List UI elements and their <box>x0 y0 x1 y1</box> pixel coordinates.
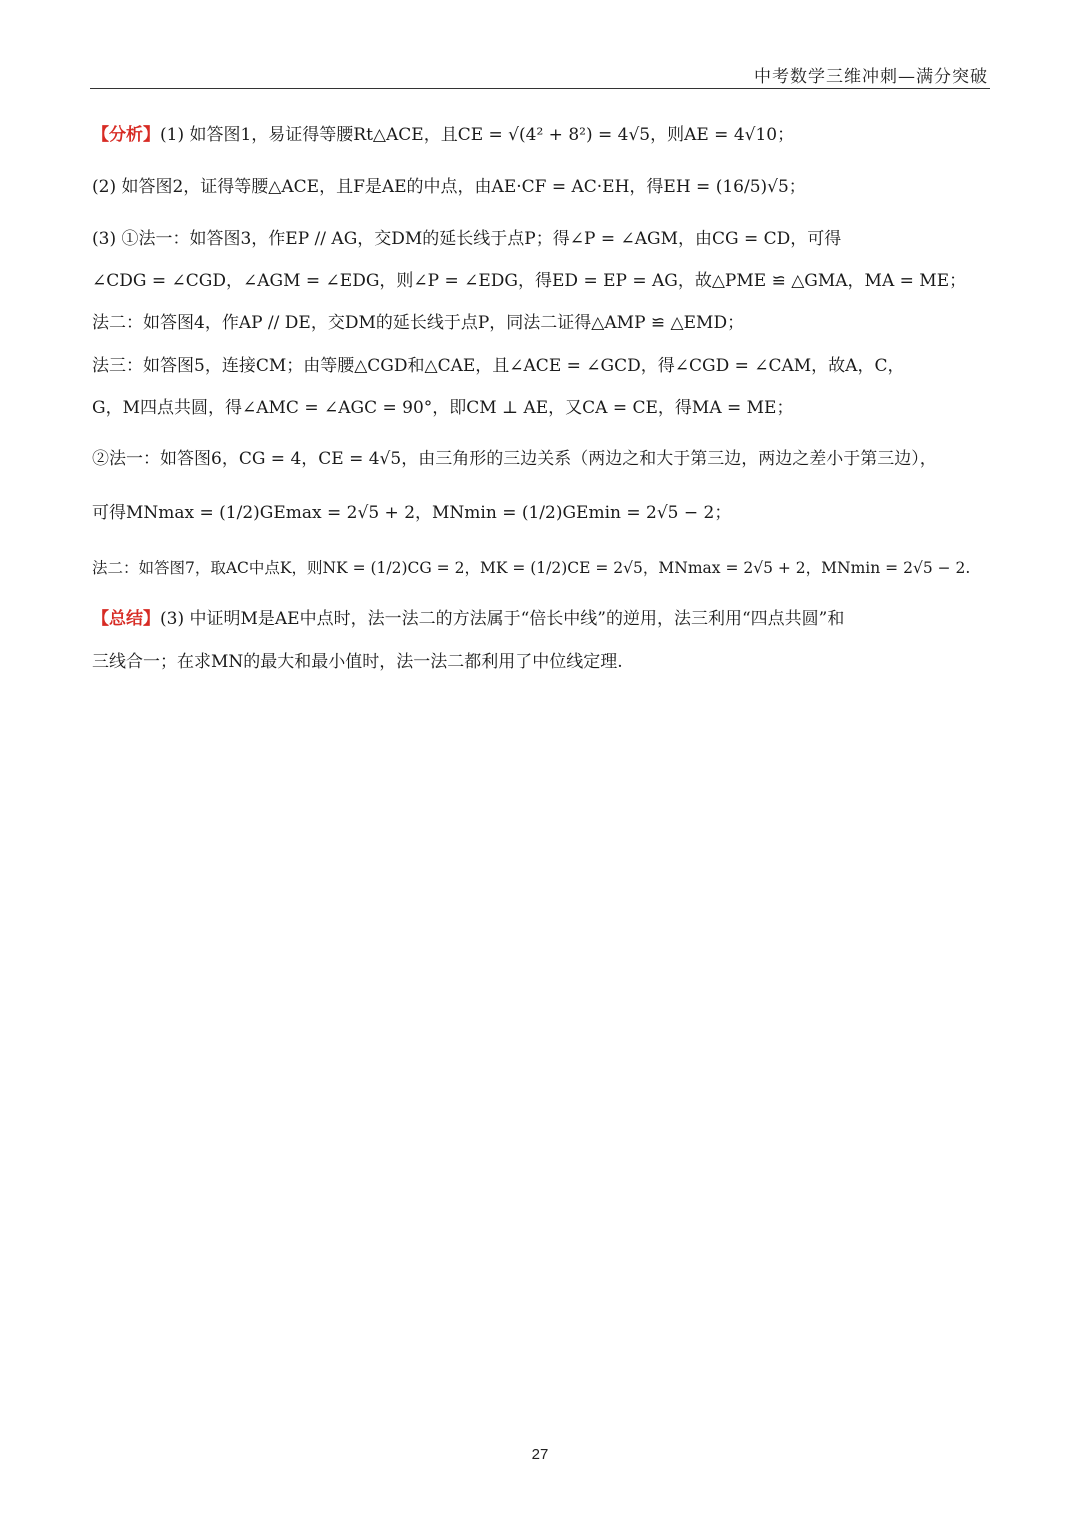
analysis-line-3: (3) ①法一：如答图3，作EP // AG，交DM的延长线于点P；得∠P = ∠AGM，由CG = CD，可得 <box>92 229 842 249</box>
analysis-tag: 【分析】 <box>92 125 160 145</box>
header-title: 中考数学三维冲刺—满分突破 <box>754 67 988 87</box>
summary-line-1 <box>92 602 990 636</box>
analysis-line-1 <box>92 118 990 152</box>
analysis-line-7: G，M四点共圆，得∠AMC = ∠AGC = 90°，即CM ⊥ AE，又CA = CE，得MA = ME； <box>92 398 794 418</box>
header-divider <box>90 88 990 89</box>
analysis-line-8: ②法一：如答图6，CG = 4，CE = 4√5，由三角形的三边关系（两边之和大于第三边，两边之差小于第三边）， <box>92 449 937 469</box>
analysis-line-4: ∠CDG = ∠CGD，∠AGM = ∠EDG，则∠P = ∠EDG，得ED = EP = AG，故△PME ≌ △GMA，MA = ME； <box>92 271 967 291</box>
analysis-line-6: 法三：如答图5，连接CM；由等腰△CGD和△CAE，且∠ACE = ∠GCD，得∠CGD = ∠CAM，故A，C， <box>92 356 905 376</box>
analysis-line-2: (2) 如答图2，证得等腰△ACE，且F是AE的中点，由AE·CF = AC·EH，得EH = (16/5)√5； <box>92 177 806 197</box>
analysis-text-1: (1) 如答图1，易证得等腰Rt△ACE，且CE = √(4² + 8²) = 4√5，则AE = 4√10； <box>160 125 795 145</box>
summary-tag: 【总结】 <box>92 609 160 629</box>
analysis-line-5: 法二：如答图4，作AP // DE，交DM的延长线于点P，同法二证得△AMP ≌ △EMD； <box>92 313 745 333</box>
analysis-line-9: 可得MNmax = (1/2)GEmax = 2√5 + 2，MNmin = (1/2)GEmin = 2√5 − 2； <box>92 503 732 523</box>
analysis-line-10: 法二：如答图7，取AC中点K，则NK = (1/2)CG = 2，MK = (1/2)CE = 2√5，MNmax = 2√5 + 2，MNmin = 2√5 − 2. <box>92 559 971 577</box>
summary-text-1: (3) 中证明M是AE中点时，法一法二的方法属于“倍长中线”的逆用，法三利用“四点共圆”和 <box>160 609 845 629</box>
page-number: 27 <box>531 1446 549 1463</box>
summary-line-2: 三线合一；在求MN的最大和最小值时，法一法二都利用了中位线定理. <box>92 652 623 672</box>
